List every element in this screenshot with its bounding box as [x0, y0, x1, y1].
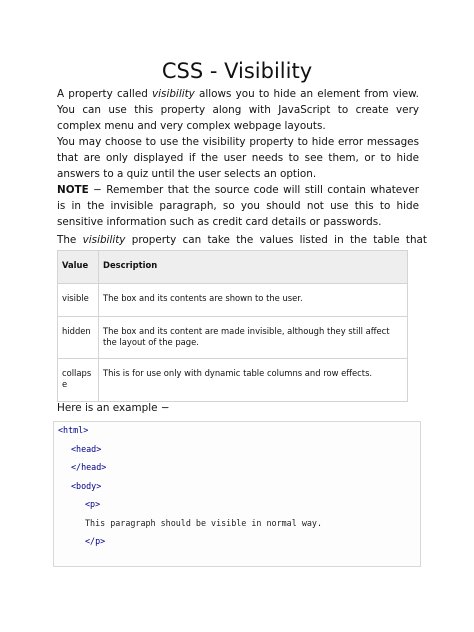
values-intro-after: property can take the values listed in the table that — [131, 234, 427, 246]
code-line: <html> — [58, 425, 89, 435]
code-line: <head> — [71, 444, 102, 454]
cell-value: hidden — [58, 317, 99, 359]
visibility-values-table — [57, 250, 408, 402]
table-row — [58, 317, 408, 359]
intro-after: allows you to hide an element from view. You can use this property along with JavaScript to create very complex menu and very complex webpage layouts. — [57, 88, 419, 132]
cell-description: The box and its content are made invisible, although they still affect the layout of the page. — [99, 317, 408, 359]
code-line: <p> — [85, 499, 101, 509]
intro-paragraph — [57, 86, 419, 134]
header-description: Description — [99, 251, 408, 284]
cell-description: The box and its contents are shown to the user. — [99, 284, 408, 317]
code-line: This paragraph should be visible in normal way. — [85, 518, 322, 528]
table-header-row — [58, 251, 408, 284]
code-line: </head> — [71, 462, 107, 472]
note-paragraph — [57, 182, 419, 230]
code-line: <body> — [71, 481, 102, 491]
header-value: Value — [58, 251, 99, 284]
error-messages-paragraph: You may choose to use the visibility property to hide error messages that are only displayed if the user needs to see them, or to hide answers to a quiz until the user selects an option. — [57, 136, 419, 180]
cell-value: collapse — [58, 359, 99, 402]
note-label: NOTE — [57, 184, 89, 196]
note-text: − Remember that the source code will still contain whatever is in the invisible paragraph, so you should not use this to hide sensitive information such as credit card details or passwords. — [57, 184, 419, 228]
values-intro-term: visibility — [82, 234, 126, 246]
table-row — [58, 284, 408, 317]
intro-term: visibility — [152, 88, 195, 100]
intro-before: A property called — [57, 88, 152, 100]
values-intro-before: The — [57, 234, 83, 246]
cell-description: This is for use only with dynamic table columns and row effects. — [99, 359, 408, 402]
code-line: </p> — [85, 536, 106, 546]
page-title: CSS - Visibility — [161, 59, 313, 83]
cell-value: visible — [58, 284, 99, 317]
code-example-block — [53, 421, 421, 567]
table-row — [58, 359, 408, 402]
example-label: Here is an example − — [57, 402, 170, 414]
